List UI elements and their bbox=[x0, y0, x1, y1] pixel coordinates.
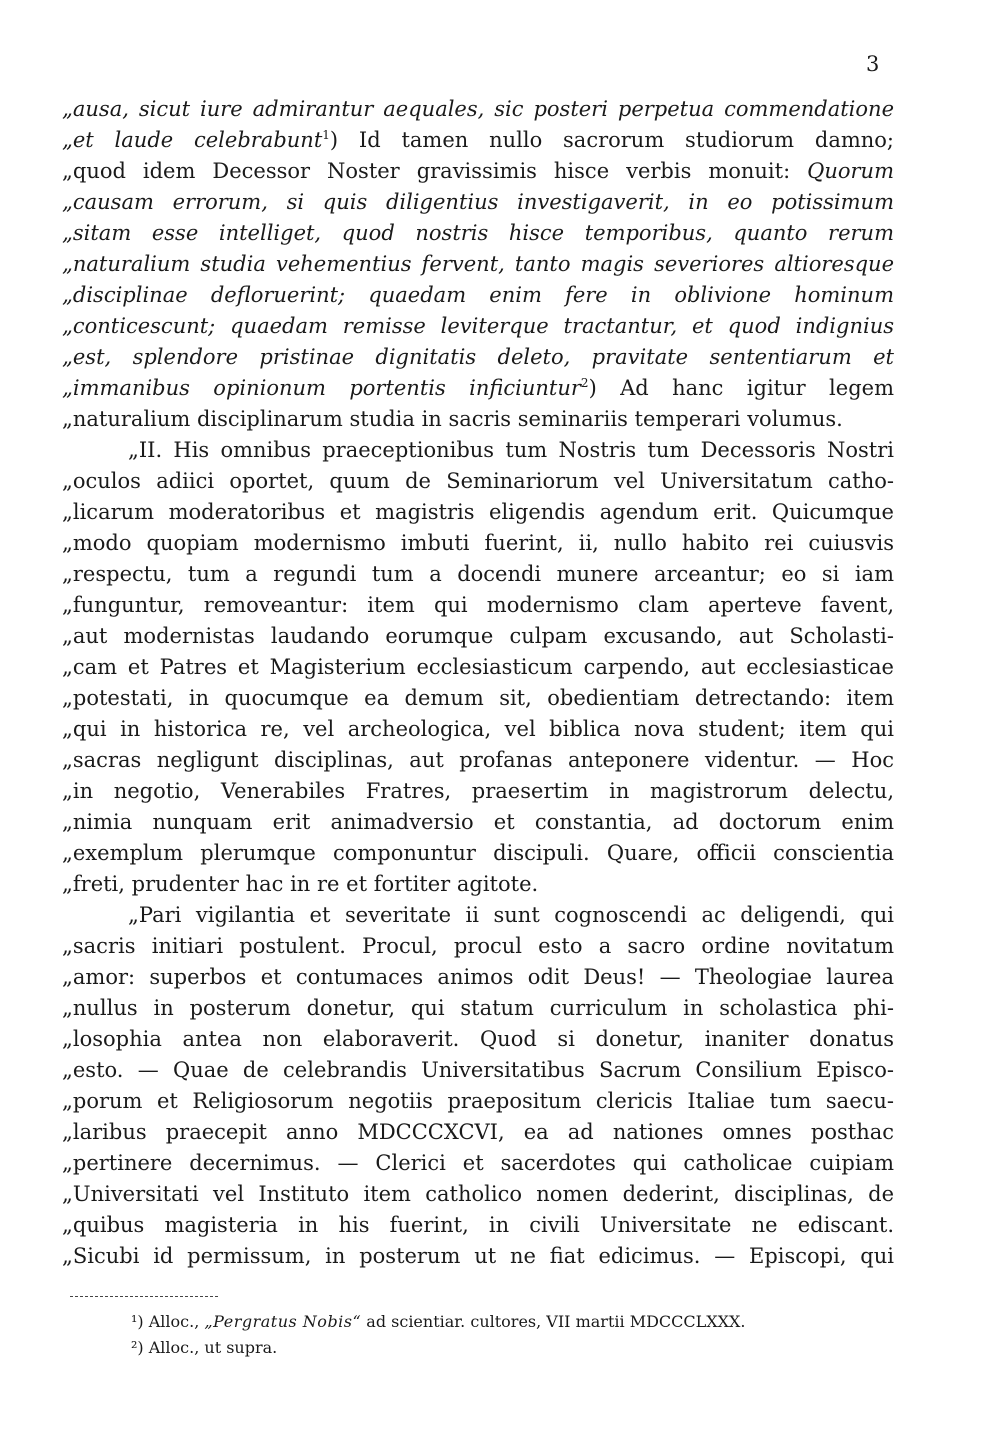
text-line: „cam et Patres et Magisterium ecclesiasticum carpendo, aut ecclesiasticae bbox=[62, 655, 894, 679]
text-line: „Universitati vel Instituto item catholico nomen dederint, disciplinas, de bbox=[62, 1182, 894, 1206]
text-line: „sacris initiari postulent. Procul, procul esto a sacro ordine novitatum bbox=[62, 934, 894, 958]
text-line: „disciplinae defloruerint; quaedam enim fere in oblivione hominum bbox=[62, 283, 894, 307]
footnote-1-rest: ad scientiar. cultores, VII martii MDCCCLXXX. bbox=[361, 1312, 746, 1331]
line-text: ) Ad hanc igitur legem bbox=[588, 376, 894, 400]
footnotes bbox=[131, 1309, 891, 1361]
text-line: „porum et Religiosorum negotiis praepositum clericis Italiae tum saecu- bbox=[62, 1089, 894, 1113]
footnote-1 bbox=[131, 1309, 891, 1335]
footnote-1-title: „Pergratus Nobis“ bbox=[204, 1312, 362, 1331]
main-text bbox=[62, 94, 894, 1272]
text-line: „nimia nunquam erit animadversio et constantia, ad doctorum enim bbox=[62, 810, 894, 834]
footnote-2-text: Alloc., ut supra. bbox=[143, 1338, 278, 1357]
footnote-divider bbox=[70, 1296, 218, 1297]
line-text: „quod idem Decessor Noster gravissimis hisce verbis monuit: bbox=[62, 159, 808, 183]
text-line: „modo quopiam modernismo imbuti fuerint, ii, nullo habito rei cuiusvis bbox=[62, 531, 894, 555]
text-line: „conticescunt; quaedam remisse leviterque tractantur, et quod indignius bbox=[62, 314, 894, 338]
text-line: „pertinere decernimus. — Clerici et sacerdotes qui catholicae cuipiam bbox=[62, 1151, 894, 1175]
text-line: „oculos adiici oportet, quum de Seminariorum vel Universitatum catho- bbox=[62, 469, 894, 493]
footnote-1-text: Alloc., bbox=[143, 1312, 205, 1331]
text-line: „naturalium studia vehementius fervent, tanto magis severiores altioresque bbox=[62, 252, 894, 276]
quote-text: „et laude celebrabunt bbox=[62, 128, 323, 152]
text-line bbox=[62, 373, 894, 404]
text-line: „II. His omnibus praeceptionibus tum Nostris tum Decessoris Nostri bbox=[128, 438, 894, 462]
text-line: „exemplum plerumque componuntur discipuli. Quare, officii conscientia bbox=[62, 841, 894, 865]
text-line: „est, splendore pristinae dignitatis deleto, pravitate sententiarum et bbox=[62, 345, 894, 369]
text-line: „sacras negligunt disciplinas, aut profanas anteponere videntur. — Hoc bbox=[62, 748, 894, 772]
quote-text: „immanibus opinionum portentis inficiuntur bbox=[62, 376, 581, 400]
text-line: „Sicubi id permissum, in posterum ut ne fiat edicimus. — Episcopi, qui bbox=[62, 1244, 894, 1268]
text-line bbox=[62, 156, 894, 187]
text-line: „amor: superbos et contumaces animos odit Deus! — Theologiae laurea bbox=[62, 965, 894, 989]
footnote-1-number: ¹) bbox=[131, 1312, 144, 1331]
text-line: „in negotio, Venerabiles Fratres, praesertim in magistrorum delectu, bbox=[62, 779, 894, 803]
text-line: „ausa, sicut iure admirantur aequales, sic posteri perpetua commendatione bbox=[62, 97, 894, 121]
text-line: „aut modernistas laudando eorumque culpam excusando, aut Scholasti- bbox=[62, 624, 894, 648]
footnote-ref-2: 2 bbox=[580, 376, 589, 390]
text-line: „qui in historica re, vel archeologica, vel biblica nova student; item qui bbox=[62, 717, 894, 741]
text-line: „freti, prudenter hac in re et fortiter agitote. bbox=[62, 872, 539, 896]
text-line bbox=[62, 125, 894, 156]
text-line: „causam errorum, si quis diligentius investigaverit, in eo potissimum bbox=[62, 190, 894, 214]
text-line: „nullus in posterum donetur, qui statum curriculum in scholastica phi- bbox=[62, 996, 894, 1020]
text-line: „licarum moderatoribus et magistris eligendis agendum erit. Quicumque bbox=[62, 500, 894, 524]
footnote-ref-1: 1 bbox=[322, 128, 330, 142]
text-line: „quibus magisteria in his fuerint, in civili Universitate ne ediscant. bbox=[62, 1213, 894, 1237]
text-line: „naturalium disciplinarum studia in sacris seminariis temperari volumus. bbox=[62, 407, 843, 431]
text-line: „sitam esse intelliget, quod nostris hisce temporibus, quanto rerum bbox=[62, 221, 894, 245]
text-line: „esto. — Quae de celebrandis Universitatibus Sacrum Consilium Episco- bbox=[62, 1058, 894, 1082]
line-text: ) Id tamen nullo sacrorum studiorum damno; bbox=[329, 128, 894, 152]
text-line: „respectu, tum a regundi tum a docendi munere arceantur; eo si iam bbox=[62, 562, 894, 586]
quote-text: Quorum bbox=[807, 159, 894, 183]
text-line: „potestati, in quocumque ea demum sit, obedientiam detrectando: item bbox=[62, 686, 894, 710]
footnote-2-number: ²) bbox=[131, 1338, 144, 1357]
page-number: 3 bbox=[866, 52, 881, 76]
text-line: „Pari vigilantia et severitate ii sunt cognoscendi ac deligendi, qui bbox=[128, 903, 894, 927]
text-line: „laribus praecepit anno MDCCCXCVI, ea ad nationes omnes posthac bbox=[62, 1120, 894, 1144]
text-line: „funguntur, removeantur: item qui modernismo clam aperteve favent, bbox=[62, 593, 894, 617]
text-line: „losophia antea non elaboraverit. Quod si donetur, inaniter donatus bbox=[62, 1027, 894, 1051]
footnote-2 bbox=[131, 1335, 891, 1361]
